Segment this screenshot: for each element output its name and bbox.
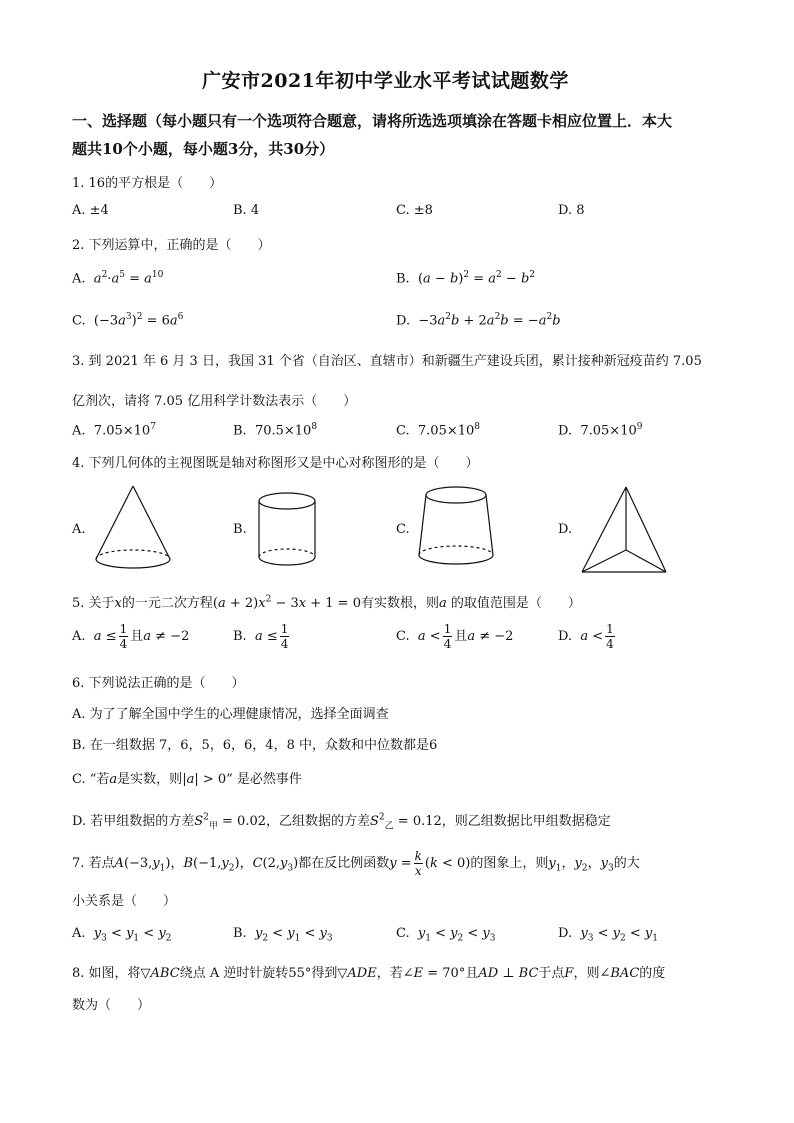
q1-stem: 1. 16的平方根是（ ） [72, 176, 223, 191]
frustum-figure [416, 485, 496, 571]
q8-stem-line2: 数为（ ） [72, 998, 151, 1013]
q5-label-b: B. [233, 629, 247, 644]
q1-option-b: B. 4 [233, 203, 260, 218]
q6-option-c-a: C. “若 [72, 772, 110, 787]
q7-option-d: D. $y_3 < y_2 < y_1$ [558, 926, 658, 944]
pyramid-figure [578, 484, 670, 576]
q4-stem: 4. 下列几何体的主视图既是轴对称图形又是中心对称图形的是（ ） [72, 456, 479, 471]
q3-option-a [72, 422, 156, 438]
q3-exp-b: 8 [311, 422, 318, 432]
q7-stem-a: 7. 若点 [72, 856, 115, 871]
q5-stem-a: 5. 关于 [72, 596, 115, 611]
q8-stem-a: 8. 如图，将 [72, 966, 141, 981]
q3-option-d [558, 422, 642, 438]
q7-label-d: D. [558, 926, 573, 941]
q3-label-d: D. [558, 423, 573, 439]
q7-option-a: A. $y_3 < y_1 < y_2$ [72, 926, 172, 944]
q7-label-b: B. [233, 926, 247, 941]
q3-exp-d: 9 [636, 422, 643, 432]
q5-option-d: D. a < $\frac{1}{4}$ [558, 622, 614, 651]
q2-label-d: D. [396, 313, 411, 329]
q2-label-a: A. [72, 271, 86, 287]
q6-option-d: D. 若甲组数据的方差$S^2_甲 = 0.02$，乙组数据的方差$S^2_乙 = 0.12$，则乙组数据比甲组数据稳定 [72, 812, 611, 832]
q4-label-b: B. [233, 522, 247, 537]
cone-figure [92, 484, 174, 570]
q2-option-a: A. $a^2\cdot a^5 = a^{10}$ [72, 270, 164, 287]
q8-stem-b: 绕点 A 逆时针旋转55°得到 [179, 966, 338, 981]
q2-option-c: C. $(-3a^3)^2 = 6a^6$ [72, 312, 184, 329]
q7-option-c: C. $y_1 < y_2 < y_3$ [396, 926, 496, 944]
q3-stem-line2: 亿剂次，请将 7.05 亿用科学计数法表示（ ） [72, 394, 357, 409]
q3-value-c: 7.05×10 [417, 423, 475, 439]
q7-label-c: C. [396, 926, 410, 941]
q5-and-text-c: 且 [454, 629, 468, 644]
q5-stem-d: 的取值范围是（ ） [450, 596, 581, 611]
q8-stem-g: 的度 [639, 966, 666, 981]
q5-option-b: B. a ≤ $\frac{1}{4}$ [233, 622, 289, 651]
q7-option-b: B. $y_2 < y_1 < y_3$ [233, 926, 333, 944]
q2-label-b: B. [396, 271, 410, 287]
q3-value-d: 7.05×10 [580, 423, 637, 439]
page-title: 广安市2021年初中学业水平考试试题数学 [202, 70, 569, 92]
q6-option-b: B. 在一组数据 7，6，5，6，6，4，8 中，众数和中位数都是6 [72, 738, 438, 753]
q2-option-d: D. $-3a^2b + 2a^2b = -a^2b$ [396, 312, 561, 329]
q3-option-c [396, 422, 480, 438]
q7-stem-c: 的图象上，则 [470, 856, 549, 871]
q4-label-d: D. [558, 522, 573, 537]
q5-stem-c: 有实数根，则 [360, 596, 439, 611]
q5-label-c: C. [396, 629, 410, 644]
q5-option-c: C. a < $\frac{1}{4}$ 且a ≠ −2 [396, 622, 514, 651]
q3-exp-a: 7 [150, 422, 156, 432]
q4-label-c: C. [396, 522, 410, 537]
q5-label-d: D. [558, 629, 573, 644]
q5-and-text-a: 且 [130, 629, 144, 644]
q3-label-a: A. [72, 423, 86, 439]
q1-option-d: D. 8 [558, 203, 585, 218]
section-heading-line1: 一、选择题（每小题只有一个选项符合题意，请将所选选项填涂在答题卡相应位置上．本大 [72, 112, 673, 130]
cylinder-figure [256, 491, 318, 571]
q5-stem-b: 的一元二次方程 [121, 596, 213, 611]
q8-stem-e: 于点 [538, 966, 565, 981]
q2-stem: 2. 下列运算中，正确的是（ ） [72, 238, 271, 253]
q6-option-d-c: ，则乙组数据比甲组数据稳定 [441, 814, 611, 829]
q6-option-d-b: ，乙组数据的方差 [266, 814, 371, 829]
q3-label-c: C. [396, 423, 410, 439]
q7-stem-b: 都在反比例函数 [298, 856, 390, 871]
q5-label-a: A. [72, 629, 86, 644]
q6-option-a: A. 为了了解全国中学生的心理健康情况，选择全面调查 [72, 707, 389, 722]
q5-stem: 5. 关于x的一元二次方程$(a + 2)x^2 - 3x + 1 = 0$有实数根，则a 的取值范围是（ ） [72, 594, 581, 611]
q3-value-a: 7.05×10 [93, 423, 151, 439]
q3-value-b: 70.5×10 [254, 423, 312, 439]
q8-stem-line1: 8. 如图，将▽ABC绕点 A 逆时针旋转55°得到▽ADE，若∠E = 70°且AD ⊥ BC于点F，则∠BAC的度 [72, 966, 666, 981]
q6-option-d-a: D. 若甲组数据的方差 [72, 814, 195, 829]
q2-option-b: B. $(a - b)^2 = a^2 - b^2$ [396, 270, 536, 287]
q3-stem-line1: 3. 到 2021 年 6 月 3 日，我国 31 个省（自治区、直辖市）和新疆生产建设兵团，累计接种新冠疫苗约 7.05 [72, 354, 702, 369]
q5-option-a: A. a ≤ $\frac{1}{4}$ 且a ≠ −2 [72, 622, 190, 651]
q1-option-c: C. ±8 [396, 203, 433, 218]
section-heading-line2: 题共10个小题，每小题3分，共30分） [72, 140, 335, 158]
q8-stem-c: ，若 [376, 966, 403, 981]
q2-label-c: C. [72, 313, 86, 329]
q3-label-b: B. [233, 423, 247, 439]
q7-stem-line2: 小关系是（ ） [72, 894, 177, 909]
q7-stem-d: 的大 [613, 856, 640, 871]
q8-stem-f: ，则 [573, 966, 600, 981]
q3-exp-c: 8 [474, 422, 481, 432]
q6-option-c-c: ” 是必然事件 [226, 772, 302, 787]
q6-stem: 6. 下列说法正确的是（ ） [72, 676, 245, 691]
q6-option-c-b: 是实数，则 [117, 772, 183, 787]
q8-stem-d: 且 [465, 966, 479, 981]
q1-option-a: A. ±4 [72, 203, 109, 218]
q7-stem-line1: 7. 若点$A(-3,y_1)$，$B(-1,y_2)$，$C(2,y_3)$都在反比例函数y = $\frac{k}{x}$ (k < 0)的图象上，则$y_1$，$y_2$，$y_3$的大 [72, 849, 640, 878]
q6-option-c: C. “若a是实数，则|a| > 0” 是必然事件 [72, 772, 302, 787]
q7-label-a: A. [72, 926, 86, 941]
q3-option-b [233, 422, 317, 438]
q4-label-a: A. [72, 522, 86, 537]
